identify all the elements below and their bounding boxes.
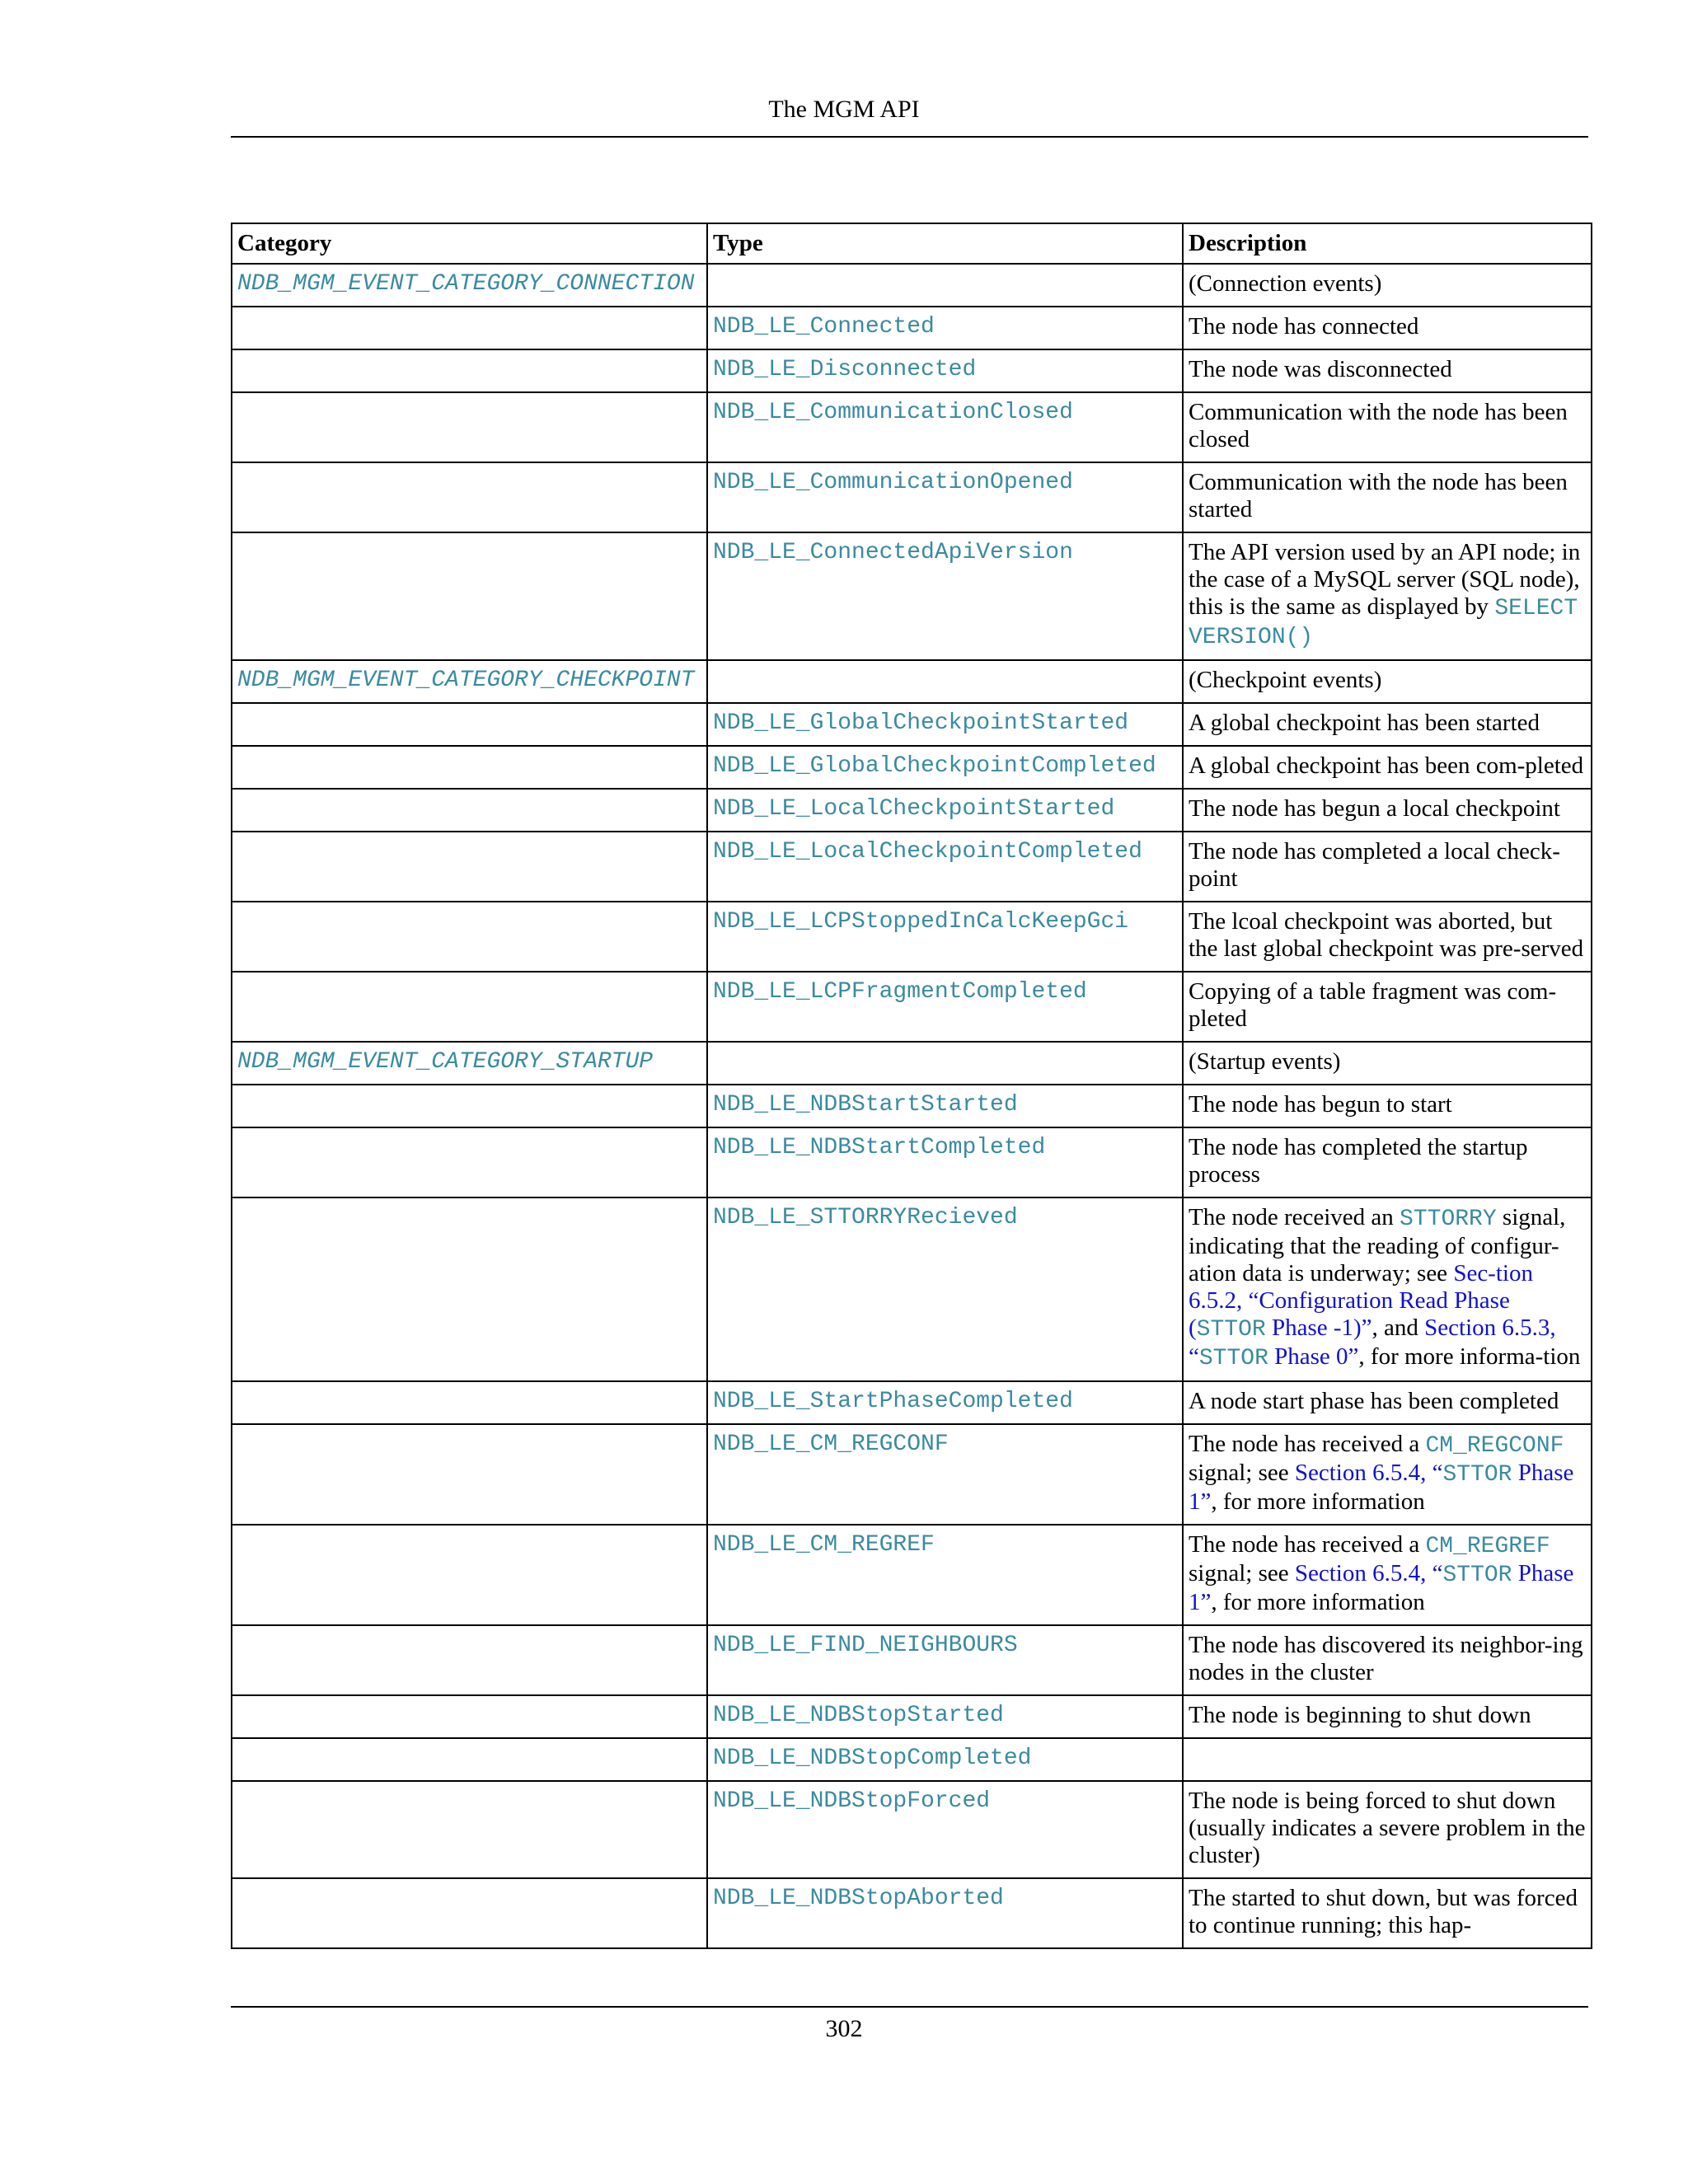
signal-name: STTOR xyxy=(1196,1317,1266,1343)
signal-name: STTOR xyxy=(1442,1462,1512,1488)
link-text: Sec-tion 6.5.2, “Configuration Read Phase ( xyxy=(1189,1260,1533,1341)
type-cell xyxy=(707,1042,1183,1085)
type-cell: NDB_LE_CM_REGCONF xyxy=(707,1424,1183,1525)
table-row xyxy=(232,972,1592,1042)
description-cell xyxy=(1183,972,1592,1042)
description-text: The node is being forced to shut down (usually indicates a severe problem in the cluster) xyxy=(1189,1788,1586,1868)
table-row xyxy=(232,902,1592,972)
category-cell xyxy=(232,746,707,789)
type-cell: NDB_LE_NDBStopStarted xyxy=(707,1695,1183,1738)
description-cell xyxy=(1183,392,1592,462)
table-row xyxy=(232,703,1592,746)
type-cell: NDB_LE_CommunicationClosed xyxy=(707,392,1183,462)
category-cell xyxy=(232,392,707,462)
category-cell xyxy=(232,1127,707,1197)
sql-statement: SELECT VERSION() xyxy=(1189,596,1578,650)
type-cell: NDB_LE_CM_REGREF xyxy=(707,1525,1183,1625)
table-row xyxy=(232,789,1592,832)
type-cell: NDB_LE_CommunicationOpened xyxy=(707,462,1183,532)
description-cell xyxy=(1183,462,1592,532)
description-cell xyxy=(1183,1197,1592,1381)
table-row xyxy=(232,1625,1592,1695)
category-cell: NDB_MGM_EVENT_CATEGORY_STARTUP xyxy=(232,1042,707,1085)
link-text: Section 6.5.3, “ xyxy=(1189,1315,1556,1370)
category-cell xyxy=(232,832,707,902)
signal-name: STTOR xyxy=(1442,1563,1512,1588)
table-row xyxy=(232,532,1592,660)
description-text: , and xyxy=(1372,1315,1425,1341)
category-cell: NDB_MGM_EVENT_CATEGORY_CONNECTION xyxy=(232,264,707,307)
category-cell xyxy=(232,1695,707,1738)
description-cell xyxy=(1183,1127,1592,1197)
description-text: Communication with the node has been started xyxy=(1189,469,1568,523)
category-cell xyxy=(232,902,707,972)
description-cell xyxy=(1183,349,1592,392)
link-text: Section 6.5.4, “ xyxy=(1294,1460,1443,1486)
description-cell xyxy=(1183,1525,1592,1625)
type-cell: NDB_LE_NDBStopCompleted xyxy=(707,1738,1183,1781)
table-body xyxy=(232,264,1592,1948)
table-row xyxy=(232,660,1592,703)
description-text: signal; see xyxy=(1189,1460,1295,1486)
table-row xyxy=(232,1525,1592,1625)
category-cell xyxy=(232,1197,707,1381)
link-text: Phase 1” xyxy=(1189,1460,1574,1515)
table-row xyxy=(232,1781,1592,1878)
table-row xyxy=(232,1738,1592,1781)
table-row xyxy=(232,264,1592,307)
category-cell xyxy=(232,1781,707,1878)
description-text: Copying of a table fragment was com-pleted xyxy=(1189,978,1557,1032)
description-cell xyxy=(1183,832,1592,902)
type-cell xyxy=(707,264,1183,307)
description-text: The node has connected xyxy=(1189,313,1419,340)
table-row xyxy=(232,1127,1592,1197)
type-cell: NDB_LE_Connected xyxy=(707,307,1183,349)
category-cell xyxy=(232,1525,707,1625)
category-cell xyxy=(232,349,707,392)
table-header-row xyxy=(232,223,1592,264)
table-row xyxy=(232,1381,1592,1424)
table-row xyxy=(232,349,1592,392)
type-cell: NDB_LE_LocalCheckpointStarted xyxy=(707,789,1183,832)
type-cell xyxy=(707,660,1183,703)
event-types-table xyxy=(231,223,1592,1949)
signal-name: STTOR xyxy=(1198,1346,1268,1371)
description-cell xyxy=(1183,1424,1592,1525)
description-text: The node has received a xyxy=(1189,1431,1426,1457)
description-text: , for more informa-tion xyxy=(1358,1343,1581,1370)
column-header-category: Category xyxy=(232,223,707,264)
description-text: The node received an xyxy=(1189,1204,1400,1230)
description-cell xyxy=(1183,264,1592,307)
description-cell xyxy=(1183,902,1592,972)
description-cell xyxy=(1183,1781,1592,1878)
table-row xyxy=(232,307,1592,349)
running-header-title: The MGM API xyxy=(768,96,920,123)
table-row xyxy=(232,1197,1592,1381)
footer-rule xyxy=(231,2006,1588,2008)
category-cell xyxy=(232,307,707,349)
type-cell: NDB_LE_GlobalCheckpointStarted xyxy=(707,703,1183,746)
description-text: signal; see xyxy=(1189,1560,1295,1586)
type-cell: NDB_LE_NDBStartCompleted xyxy=(707,1127,1183,1197)
category-cell xyxy=(232,1878,707,1948)
category-cell: NDB_MGM_EVENT_CATEGORY_CHECKPOINT xyxy=(232,660,707,703)
description-text: (Checkpoint events) xyxy=(1189,667,1382,693)
description-text: The API version used by an API node; in the case of a MySQL server (SQL node), this is the same as displayed by xyxy=(1189,539,1581,620)
category-cell xyxy=(232,972,707,1042)
description-cell xyxy=(1183,532,1592,660)
category-cell xyxy=(232,1085,707,1127)
table-row xyxy=(232,1695,1592,1738)
description-text: The node was disconnected xyxy=(1189,356,1452,382)
description-text: The node has completed the startup process xyxy=(1189,1134,1528,1188)
category-cell xyxy=(232,703,707,746)
table-row xyxy=(232,1878,1592,1948)
column-header-description: Description xyxy=(1183,223,1592,264)
link-text: Phase 0” xyxy=(1268,1343,1359,1370)
table-row xyxy=(232,1042,1592,1085)
link-text: Phase 1” xyxy=(1189,1560,1574,1615)
description-cell xyxy=(1183,1042,1592,1085)
description-text: The node is beginning to shut down xyxy=(1189,1702,1531,1728)
description-text: (Startup events) xyxy=(1189,1048,1341,1075)
description-text: A node start phase has been completed xyxy=(1189,1388,1559,1414)
description-cell xyxy=(1183,660,1592,703)
category-cell xyxy=(232,1381,707,1424)
type-cell: NDB_LE_NDBStartStarted xyxy=(707,1085,1183,1127)
category-cell xyxy=(232,462,707,532)
category-cell xyxy=(232,1738,707,1781)
description-cell xyxy=(1183,1625,1592,1695)
type-cell: NDB_LE_ConnectedApiVersion xyxy=(707,532,1183,660)
category-cell xyxy=(232,1625,707,1695)
type-cell: NDB_LE_NDBStopAborted xyxy=(707,1878,1183,1948)
category-cell xyxy=(232,1424,707,1525)
category-cell xyxy=(232,532,707,660)
type-cell: NDB_LE_NDBStopForced xyxy=(707,1781,1183,1878)
description-cell xyxy=(1183,1738,1592,1781)
description-text: A global checkpoint has been started xyxy=(1189,710,1540,736)
description-text: A global checkpoint has been com-pleted xyxy=(1189,752,1584,779)
description-cell xyxy=(1183,746,1592,789)
description-cell xyxy=(1183,1878,1592,1948)
description-text: The node has begun to start xyxy=(1189,1091,1452,1118)
description-text: The node has received a xyxy=(1189,1531,1426,1558)
description-text: The lcoal checkpoint was aborted, but the last global checkpoint was pre-served xyxy=(1189,908,1584,962)
table-row xyxy=(232,746,1592,789)
description-text: Communication with the node has been closed xyxy=(1189,399,1568,452)
description-cell xyxy=(1183,1695,1592,1738)
signal-name: STTORRY xyxy=(1400,1207,1497,1232)
type-cell: NDB_LE_LocalCheckpointCompleted xyxy=(707,832,1183,902)
description-cell xyxy=(1183,1085,1592,1127)
description-cell xyxy=(1183,703,1592,746)
description-text: The node has completed a local check-point xyxy=(1189,838,1560,892)
type-cell: NDB_LE_Disconnected xyxy=(707,349,1183,392)
page-number: 302 xyxy=(825,2015,863,2042)
table-row xyxy=(232,462,1592,532)
description-cell xyxy=(1183,307,1592,349)
type-cell: NDB_LE_LCPFragmentCompleted xyxy=(707,972,1183,1042)
link-text: Phase -1)” xyxy=(1265,1315,1372,1341)
type-cell: NDB_LE_LCPStoppedInCalcKeepGci xyxy=(707,902,1183,972)
category-cell xyxy=(232,789,707,832)
description-text: (Connection events) xyxy=(1189,270,1382,297)
signal-name: CM_REGREF xyxy=(1425,1534,1550,1559)
table-row xyxy=(232,392,1592,462)
description-text: signal, indicating that the reading of configur-ation data is underway; see xyxy=(1189,1204,1566,1286)
type-cell: NDB_LE_STTORRYRecieved xyxy=(707,1197,1183,1381)
description-text: , for more information xyxy=(1211,1589,1425,1615)
description-text: , for more information xyxy=(1211,1488,1425,1515)
type-cell: NDB_LE_StartPhaseCompleted xyxy=(707,1381,1183,1424)
description-text: The started to shut down, but was forced to continue running; this hap- xyxy=(1189,1885,1578,1938)
header-rule xyxy=(231,136,1588,138)
table-row xyxy=(232,1424,1592,1525)
table-row xyxy=(232,1085,1592,1127)
description-text: The node has begun a local checkpoint xyxy=(1189,795,1560,822)
type-cell: NDB_LE_GlobalCheckpointCompleted xyxy=(707,746,1183,789)
description-cell xyxy=(1183,1381,1592,1424)
link-text: Section 6.5.4, “ xyxy=(1294,1560,1443,1586)
description-cell xyxy=(1183,789,1592,832)
type-cell: NDB_LE_FIND_NEIGHBOURS xyxy=(707,1625,1183,1695)
table-row xyxy=(232,832,1592,902)
column-header-type: Type xyxy=(707,223,1183,264)
signal-name: CM_REGCONF xyxy=(1425,1433,1564,1459)
description-text: The node has discovered its neighbor-ing nodes in the cluster xyxy=(1189,1632,1583,1685)
